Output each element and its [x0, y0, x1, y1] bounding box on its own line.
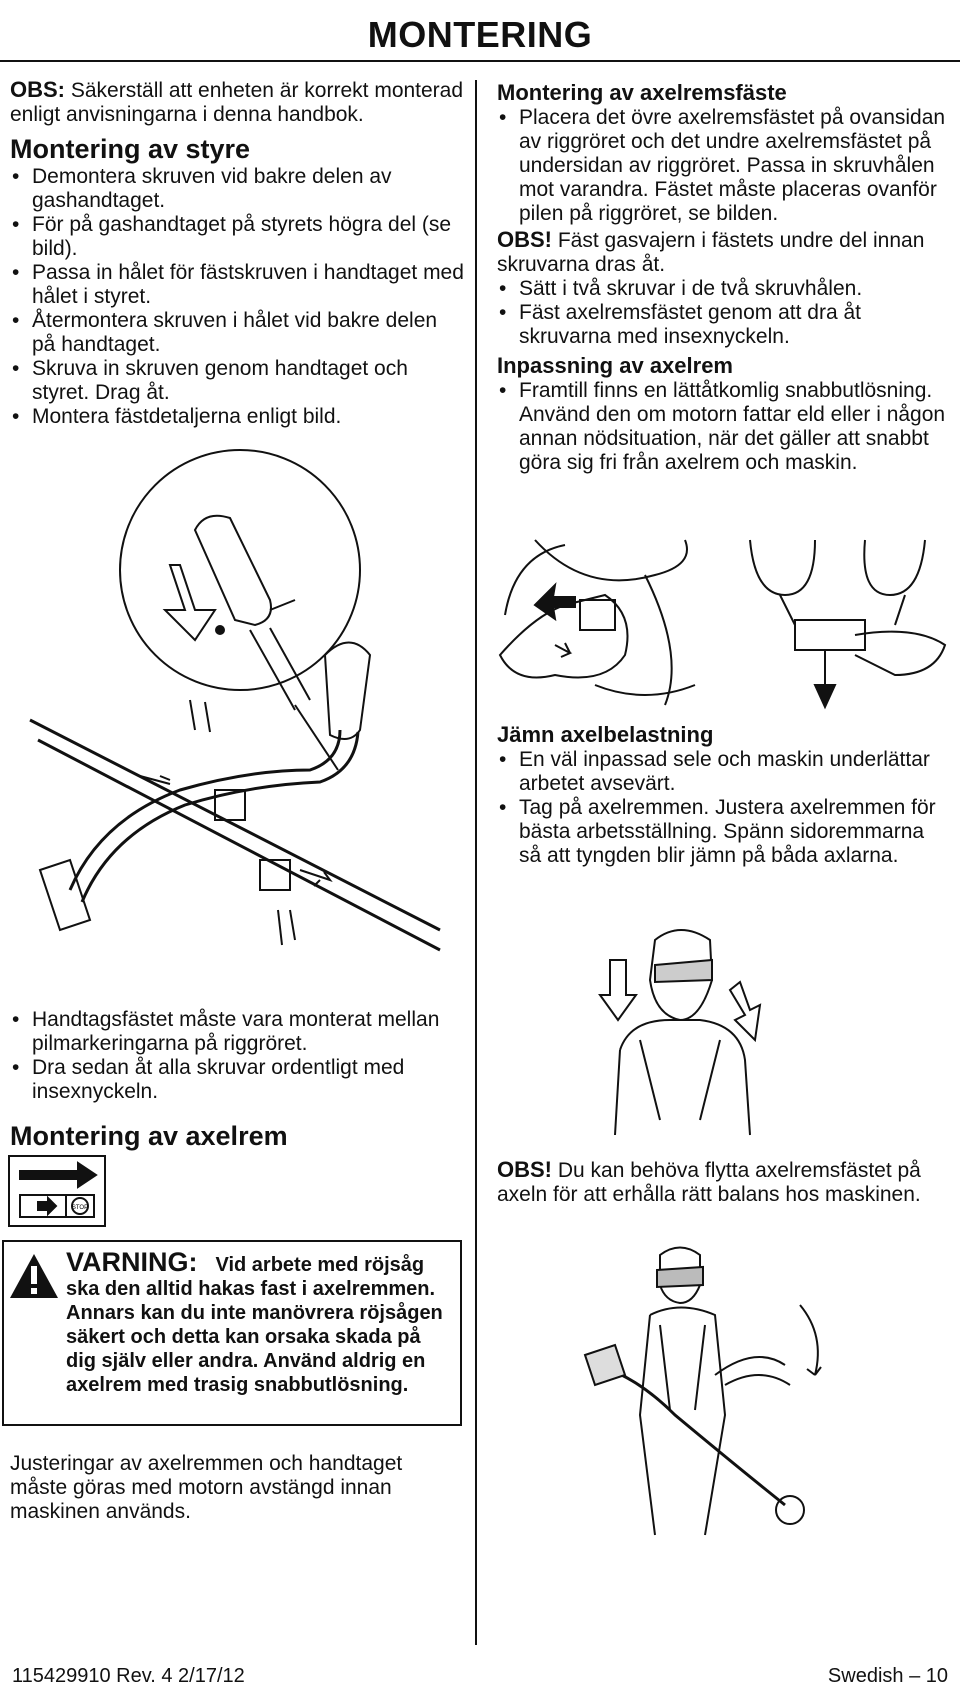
obs-note	[10, 78, 465, 127]
fit-steps	[497, 379, 952, 475]
list-item: • För på gashandtaget på styrets högra del (se bild).	[10, 213, 465, 261]
right-balance	[497, 722, 952, 868]
arrow-icon	[535, 585, 575, 619]
section-heading-axelrem: Montering av axelrem	[10, 1121, 288, 1151]
down-arrow-icon	[600, 960, 636, 1020]
warning-text: Vid arbete med röjsåg ska den alltid hakas fast i axelremmen. Annars kan du inte manövrera röjsågen säkert och detta kan orsaka skada på dig själv eller andra. Använd aldrig en axelrem med trasig snabbutlösning.	[66, 1254, 443, 1396]
warning-box	[2, 1240, 462, 1426]
list-item: • Passa in hålet för fästskruven i handtaget med hålet i styret.	[10, 261, 465, 309]
stop-label: STOP	[71, 1205, 89, 1211]
header-rule	[0, 60, 960, 62]
fastening-steps	[497, 106, 952, 226]
list-item: • Sätt i två skruvar i de två skruvhålen.	[497, 277, 952, 301]
list-item: • Återmontera skruven i hålet vid bakre delen på handtaget.	[10, 309, 465, 357]
down-arrow-icon	[730, 982, 760, 1040]
list-item: • Dra sedan åt alla skruvar ordentligt med insexnyckeln.	[10, 1056, 465, 1104]
left-intro	[10, 78, 465, 429]
obs3-label: OBS!	[497, 1157, 552, 1182]
right-fastening	[497, 80, 952, 475]
styre-steps	[10, 165, 465, 429]
shaft-tube	[30, 720, 440, 930]
obs-label: OBS:	[10, 77, 65, 102]
section-heading-balance: Jämn axelbelastning	[497, 722, 714, 747]
left-adjust	[10, 1452, 465, 1524]
harness-balance-illustration	[600, 920, 760, 1135]
grip-handle	[195, 516, 271, 625]
list-item: • Skruva in skruven genom handtaget och styret. Drag åt.	[10, 357, 465, 405]
quick-release-illustration	[495, 535, 955, 710]
handle-assembly-illustration	[20, 470, 460, 970]
right-obs3	[497, 1158, 952, 1207]
obs2-label: OBS!	[497, 227, 552, 252]
obs3-note	[497, 1158, 952, 1207]
list-item: • Montera fästdetaljerna enligt bild.	[10, 405, 465, 429]
list-item: • Placera det övre axelremsfästet på ovansidan av riggröret och det undre axelremsfästet på undersidan av riggröret. Passa in skruvhålen mot varandra. Fästet måste placeras ovanför pilen på riggröret, se bilden.	[497, 106, 952, 226]
list-item: • En väl inpassad sele och maskin underlättar arbetet avsevärt.	[497, 748, 952, 796]
section-heading-fit: Inpassning av axelrem	[497, 353, 733, 378]
warning-text-block	[66, 1247, 446, 1397]
harness-straps	[750, 540, 815, 595]
fasten-steps	[10, 1008, 465, 1104]
fastening-steps-2	[497, 277, 952, 349]
balance-steps	[497, 748, 952, 868]
section-heading-styre: Montering av styre	[10, 134, 251, 164]
page-title: MONTERING	[367, 14, 593, 55]
harness-straps	[660, 1325, 705, 1410]
obs3-text: Du kan behöva flytta axelremsfästet på axeln för att erhålla rätt balans hos maskinen.	[497, 1159, 921, 1206]
obs2-note	[497, 228, 952, 277]
buckle-right	[795, 620, 865, 650]
warning-label: VARNING:	[66, 1247, 198, 1277]
list-item: • Handtagsfästet måste vara monterat mellan pilmarkeringarna på riggröret.	[10, 1008, 465, 1056]
rotation-arrow-icon	[800, 1305, 821, 1375]
list-item: • Tag på axelremmen. Justera axelremmen för bästa arbetsställning. Spänn sidoremmarna så att tyngden blir jämn på båda axlarna.	[497, 796, 952, 868]
down-arrow-icon	[815, 685, 835, 707]
obs-text: Säkerställ att enheten är korrekt monterad enligt anvisningarna i denna handbok.	[10, 79, 464, 126]
footer-page-number: Swedish – 10	[827, 1665, 948, 1687]
footer-doc-number: 115429910 Rev. 4 2/17/12	[12, 1665, 245, 1687]
trimmer-shaft	[595, 1365, 785, 1505]
section-heading-fastening: Montering av axelremsfäste	[497, 80, 787, 105]
adjust-note: Justeringar av axelremmen och handtaget måste göras med motorn avstängd innan maskinen används.	[10, 1452, 403, 1523]
right-arrow-icon	[20, 1163, 96, 1187]
list-item: • Fäst axelremsfästet genom att dra åt skruvarna med insexnyckeln.	[497, 301, 952, 349]
column-divider	[475, 80, 477, 1645]
arrow-stop-symbol	[8, 1155, 106, 1227]
down-arrow-icon	[165, 565, 215, 640]
list-item: • Demontera skruven vid bakre delen av gashandtaget.	[10, 165, 465, 213]
left-fasten	[10, 1008, 465, 1152]
warning-icon	[8, 1252, 60, 1300]
list-item: • Framtill finns en lättåtkomlig snabbutlösning. Använd den om motorn fattar eld eller i någon annan nödsituation, när det gäller att snabbt göra sig fri från axelrem och maskin.	[497, 379, 952, 475]
obs2-text: Fäst gasvajern i fästets undre del innan skruvarna dras åt.	[497, 229, 925, 276]
operator-with-trimmer-illustration	[585, 1245, 845, 1535]
buckle-left	[580, 600, 615, 630]
detail-zoom-circle	[120, 450, 360, 690]
